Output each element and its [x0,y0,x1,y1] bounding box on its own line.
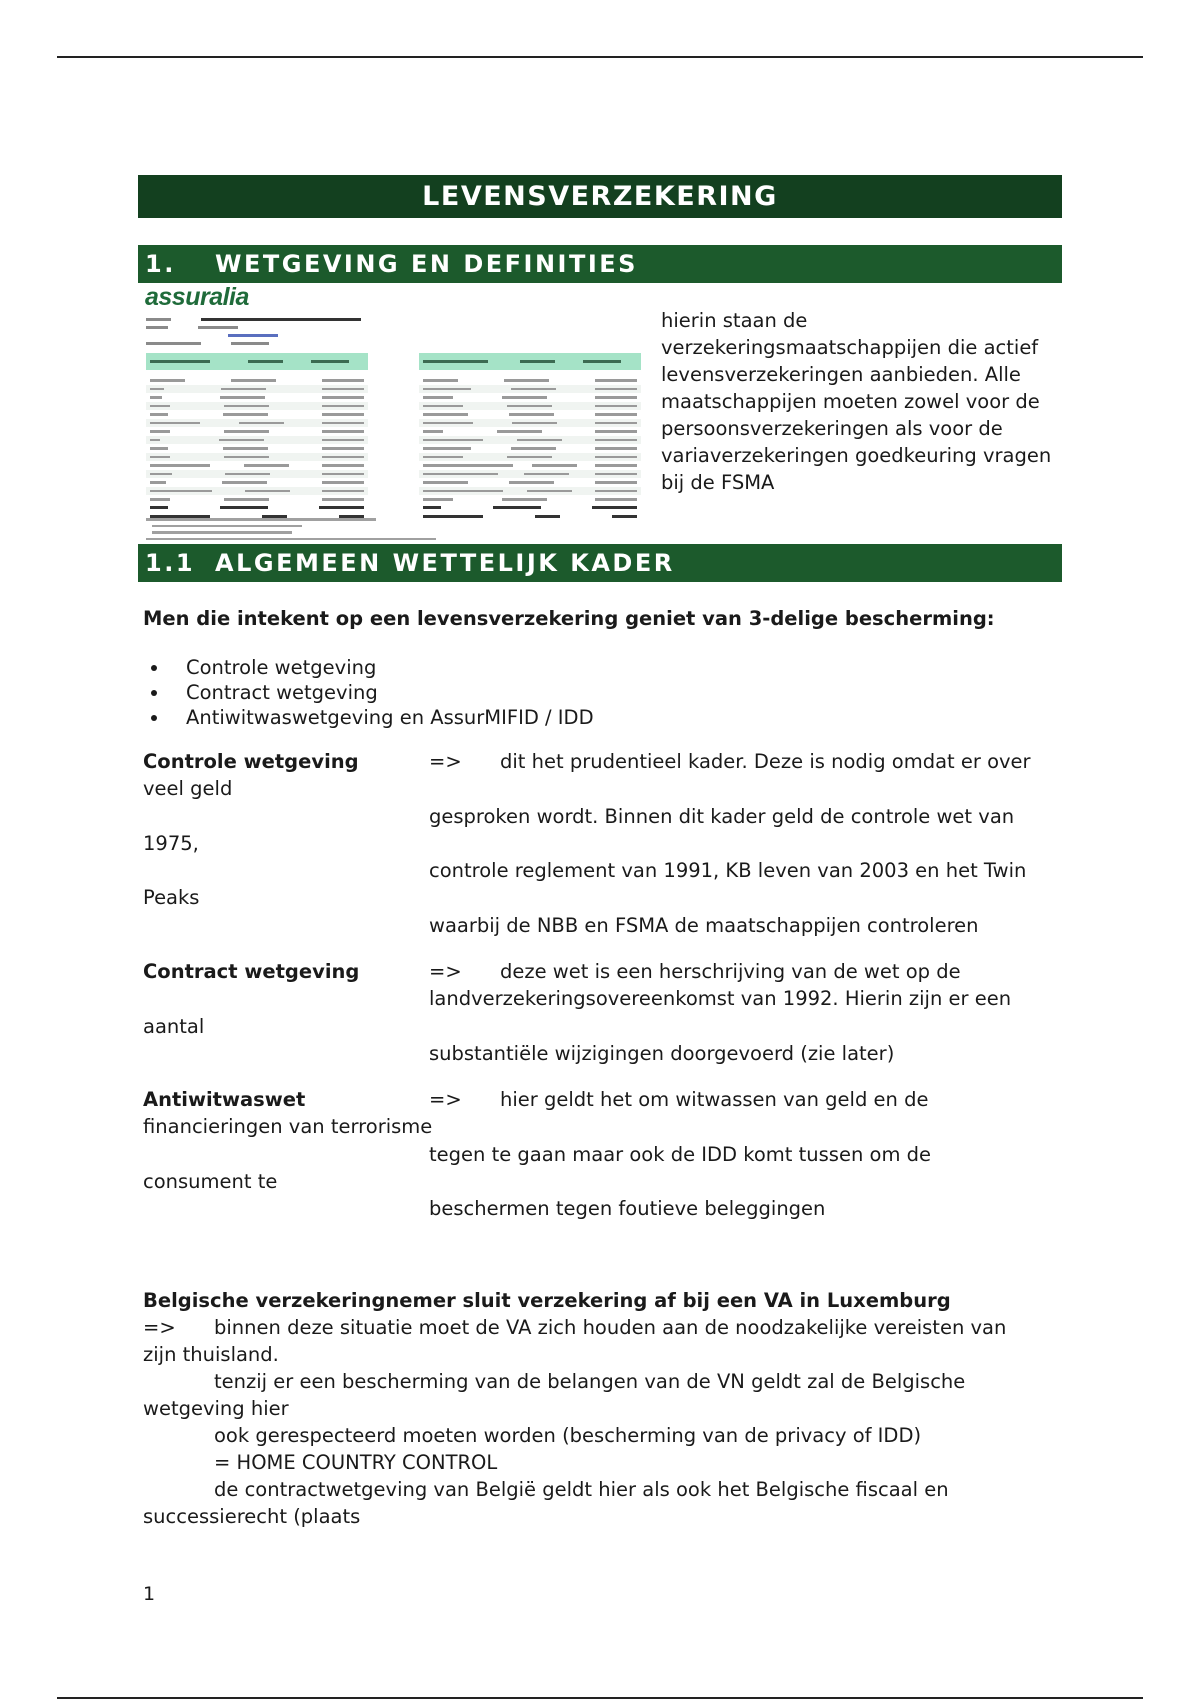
belgische-text: zijn thuisland. [143,1343,279,1366]
controle-text: 1975, [143,832,199,855]
belgische-heading: Belgische verzekeringnemer sluit verzekering af bij een VA in Luxemburg [143,1289,951,1312]
bullet-icon [151,715,157,721]
assuralia-logo: assuralia [145,283,249,311]
belgische-text: wetgeving hier [143,1397,289,1420]
antiwit-arrow: => [429,1088,462,1111]
contract-label: Contract wetgeving [143,960,360,983]
controle-text: veel geld [143,777,233,800]
header-rule [57,56,1143,58]
bullet-icon [151,690,157,696]
contract-text: substantiële wijzigingen doorgevoerd (zie later) [429,1042,895,1065]
snapshot-meta [146,316,406,348]
section-title: WETGEVING EN DEFINITIES [215,250,638,278]
belgische-text: de contractwetgeving van België geldt hier als ook het Belgische fiscaal en [214,1478,949,1501]
belgische-arrow: => [143,1316,176,1339]
section-heading-1 [138,245,1062,283]
controle-arrow: => [429,750,462,773]
snapshot-table-companies [419,353,641,521]
controle-text: gesproken wordt. Binnen dit kader geld de controle wet van [429,805,1015,828]
section-number: 1. [145,250,176,278]
list-item: Controle wetgeving [143,655,594,680]
list-item: Antiwitwaswetgeving en AssurMIFID / IDD [143,705,594,730]
contract-text: deze wet is een herschrijving van de wet op de [500,960,961,983]
antiwit-text: beschermen tegen foutieve beleggingen [429,1197,826,1220]
antiwit-text: tegen te gaan maar ook de IDD komt tussen om de [429,1143,932,1166]
controle-label: Controle wetgeving [143,750,359,773]
assuralia-table-image [138,283,642,545]
controle-text: dit het prudentieel kader. Deze is nodig omdat er over [500,750,1031,773]
controle-text: controle reglement van 1991, KB leven van 2003 en het Twin [429,859,1027,882]
belgische-text: tenzij er een bescherming van de belangen van de VN geldt zal de Belgische [214,1370,966,1393]
controle-text: Peaks [143,886,200,909]
section-number: 1.1 [145,549,196,577]
document-title: LEVENSVERZEKERING [138,175,1062,218]
page-number: 1 [143,1583,156,1605]
belgische-text: ook gerespecteerd moeten worden (bescherming van de privacy of IDD) [214,1424,922,1447]
contract-text: landverzekeringsovereenkomst van 1992. Hierin zijn er een [429,987,1012,1010]
contract-arrow: => [429,960,462,983]
section-heading-1-1 [138,544,1062,582]
controle-text: waarbij de NBB en FSMA de maatschappijen controleren [429,914,979,937]
belgische-text: successierecht (plaats [143,1505,361,1528]
antiwit-label: Antiwitwaswet [143,1088,306,1111]
snapshot-table-groups [146,353,368,521]
list-item: Contract wetgeving [143,680,594,705]
belgische-text: binnen deze situatie moet de VA zich houden aan de noodzakelijke vereisten van [214,1316,1007,1339]
antiwit-text: hier geldt het om witwassen van geld en de [500,1088,929,1111]
bullet-icon [151,665,157,671]
protection-intro: Men die intekent op een levensverzekering geniet van 3-delige bescherming: [143,607,995,630]
snapshot-footnotes [146,518,446,544]
belgische-text: = HOME COUNTRY CONTROL [214,1451,498,1474]
footer-rule [57,1697,1143,1699]
section-title: ALGEMEEN WETTELIJK KADER [215,549,675,577]
protection-list [143,655,594,730]
contract-text: aantal [143,1015,205,1038]
fsma-description: hierin staan de verzekeringsmaatschappijen die actief levensverzekeringen aanbieden. Alle maatschappijen moeten zowel voor de persoonsverzekeringen als voor de variaverzekeringen goedkeuring vragen bij de FSMA [661,309,1052,494]
antiwit-text: financieringen van terrorisme [143,1115,433,1138]
antiwit-text: consument te [143,1170,278,1193]
